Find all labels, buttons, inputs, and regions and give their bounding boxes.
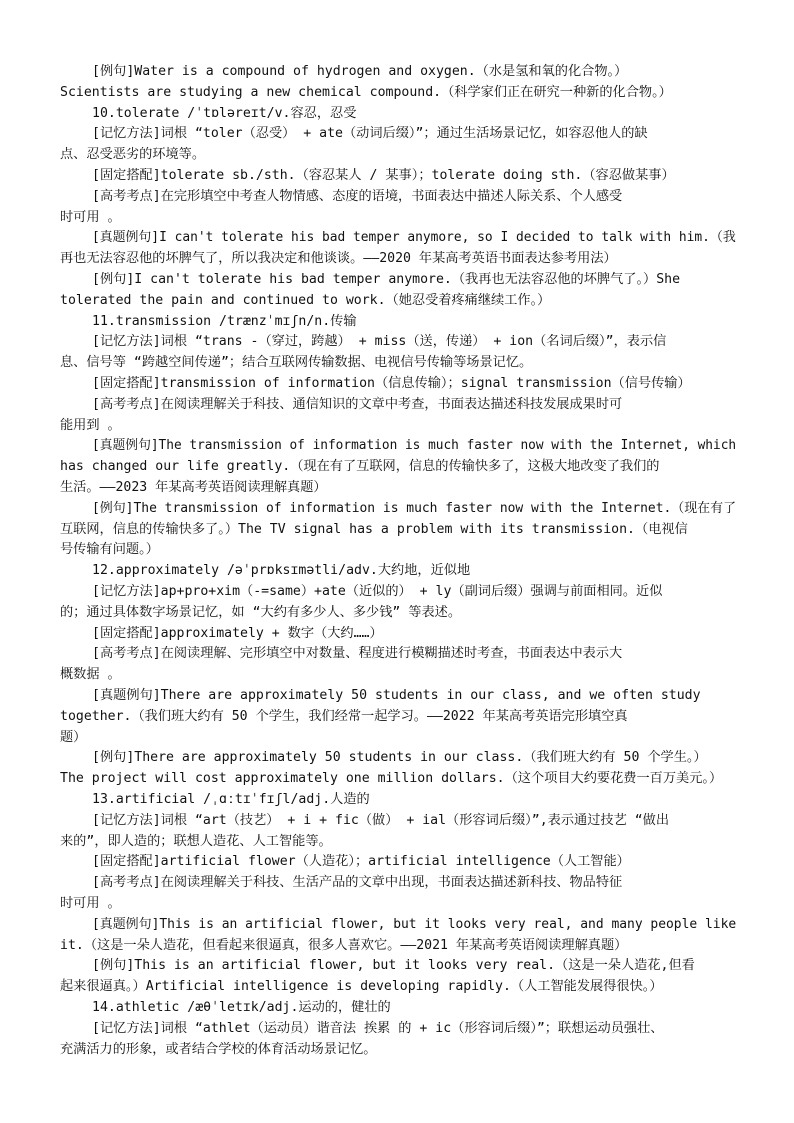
text-line: 13.artificial /ˌɑːtɪˈfɪʃl/adj.人造的 (92, 792, 370, 807)
text-line: [真题例句]There are approximately 50 students in our class, and we often study (92, 688, 701, 703)
text-line: [高考考点]在完形填空中考查人物情感、态度的语境，书面表达中描述人际关系、个人感受 (92, 188, 623, 204)
text-line: 题） (60, 729, 87, 745)
text-line: 充满活力的形象，或者结合学校的体育活动场景记忆。 (60, 1041, 377, 1057)
text-line: [固定搭配]approximately + 数字（大约……） (92, 625, 383, 641)
text-line: [例句]I can't tolerate his bad temper anymore.（我再也无法容忍他的坏脾气了。）She (92, 272, 681, 287)
text-line: together.（我们班大约有 50 个学生，我们经常一起学习。——2022 年某高考英语完形填空真 (60, 708, 628, 724)
text-line: tolerated the pain and continued to work.（她忍受着疼痛继续工作。） (60, 292, 551, 308)
text-line: [例句]There are approximately 50 students in our class.（我们班大约有 50 个学生。） (92, 750, 707, 766)
text-line: [例句]This is an artificial flower, but it looks very real.（这是一朵人造花,但看 (92, 958, 695, 974)
text-line: [高考考点]在阅读理解关于科技、通信知识的文章中考查，书面表达描述科技发展成果时可 (92, 396, 623, 412)
text-line: [高考考点]在阅读理解、完形填空中对数量、程度进行模糊描述时考查，书面表达中表示大 (92, 646, 623, 662)
text-line: [固定搭配]artificial flower（人造花）；artificial intelligence（人工智能） (92, 854, 630, 870)
text-line: 生活。——2023 年某高考英语阅读理解真题） (60, 480, 327, 495)
text-line: The project will cost approximately one million dollars.（这个项目大约要花费一百万美元。） (60, 771, 723, 787)
text-line: 点、忍受恶劣的环境等。 (60, 147, 206, 163)
text-line: 12.approximately /əˈprɒksɪmətli/adv.大约地，近似地 (92, 563, 471, 579)
text-line: has changed our life greatly.（现在有了互联网，信息的传输快多了，这极大地改变了我们的 (60, 459, 660, 475)
text-line: 时可用 。 (60, 209, 121, 225)
text-line: 号传输有问题。） (60, 542, 159, 558)
text-line: [真题例句]This is an artificial flower, but it looks very real, and many people like (92, 916, 737, 932)
text-line: [固定搭配]transmission of information（信息传输）；signal transmission（信号传输） (92, 376, 691, 391)
text-line: 时可用 。 (60, 896, 121, 911)
text-line: [例句]The transmission of information is much faster now with the Internet.（现在有了 (92, 500, 737, 516)
text-line: 来的”，即人造的；联想人造花、人工智能等。 (60, 833, 332, 849)
text-line: 10.tolerate /ˈtɒləreɪt/v.容忍，忍受 (92, 105, 357, 121)
text-line: 概数据 。 (60, 667, 121, 683)
text-line: [真题例句]I can't tolerate his bad temper anymore, so I decided to talk with him.（我 (92, 230, 736, 246)
text-line: [例句]Water is a compound of hydrogen and oxygen.（水是氢和氧的化合物。） (92, 64, 628, 79)
text-line: 起来很逼真。）Artificial intelligence is developing rapidly.（人工智能发展得很快。） (60, 979, 663, 995)
text-line: [记忆方法]ap+pro+xim（-=same）+ate（近似的） + ly（副词后缀）强调与前面相同。近似 (92, 584, 663, 599)
text-line: 11.transmission /trænzˈmɪʃn/n.传输 (92, 313, 357, 329)
text-line: 再也无法容忍他的坏脾气了，所以我决定和他谈谈。——2020 年某高考英语书面表达参考用法） (60, 251, 617, 267)
text-line: 息、信号等 “跨越空间传递”；结合互联网传输数据、电视信号传输等场景记忆。 (60, 355, 533, 371)
text-line: [记忆方法]词根 “art（技艺） + i + fic（做） + ial（形容词后缀）”,表示通过技艺 “做出 (92, 812, 670, 828)
text-line: 能用到 。 (60, 417, 121, 433)
text-line: [固定搭配]tolerate sb./sth.（容忍某人 / 某事）；tolerate doing sth.（容忍做某事） (92, 168, 675, 183)
text-line: 14.athletic /æθˈletɪk/adj.运动的，健壮的 (92, 1000, 391, 1015)
text-line: 互联网，信息的传输快多了。）The TV signal has a problem with its transmission.（电视信 (60, 521, 688, 537)
text-line: [记忆方法]词根 “athlet（运动员）谐音法 挨累 的 + ic（形容词后缀）”；联想运动员强壮、 (92, 1020, 664, 1036)
text-line: [记忆方法]词根 “trans -（穿过，跨越） + miss（送，传递） + ion（名词后缀）”，表示信 (92, 334, 667, 350)
text-line: [高考考点]在阅读理解关于科技、生活产品的文章中出现，书面表达描述新科技、物品特征 (92, 875, 623, 891)
text-line: [记忆方法]词根 “toler（忍受） + ate（动词后缀）”；通过生活场景记忆，如容忍他人的缺 (92, 126, 648, 142)
text-line: Scientists are studying a new chemical compound.（科学家们正在研究一种新的化合物。） (60, 84, 672, 100)
text-line: it.（这是一朵人造花，但看起来很逼真，很多人喜欢它。——2021 年某高考英语阅读理解真题） (60, 937, 628, 953)
text-line: 的；通过具体数字场景记忆，如 “大约有多少人、多少钱” 等表述。 (60, 604, 462, 620)
text-line: [真题例句]The transmission of information is much faster now with the Internet, which (92, 438, 737, 454)
